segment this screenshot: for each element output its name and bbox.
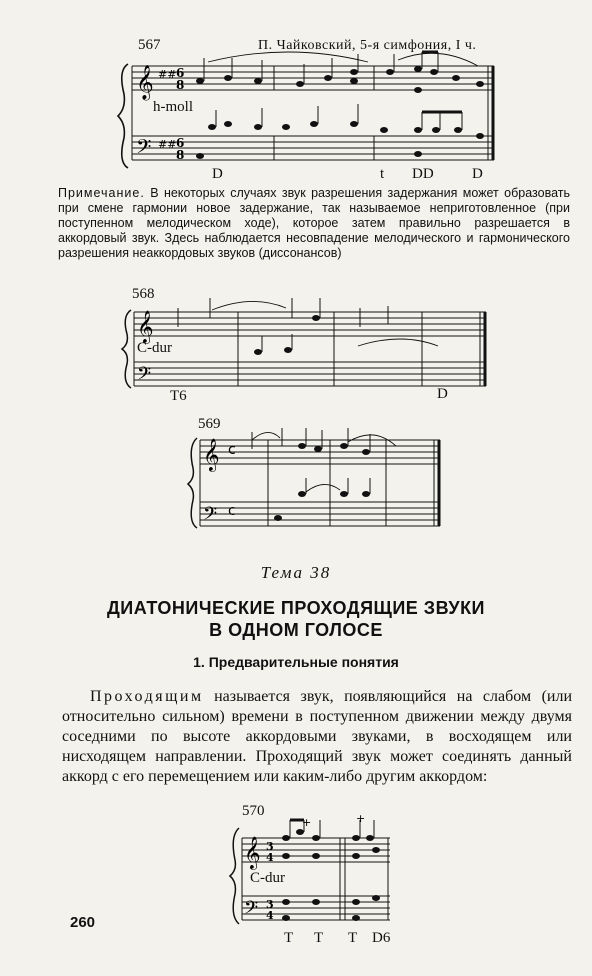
key-label-570: C-dur [250,870,285,886]
harmony-568-1: T6 [170,388,187,404]
score-example-569 [188,432,448,532]
body-text: называется звук, появляющийся на слабом (или относительно сильном) времени в поступенном движении между двумя соседними по высоте аккордовыми звуками, в восходящем или нисходящем направлении. Проходящий звук может соединять данный аккорд с его перемещением или каким-либо другим аккордом: [62,688,572,785]
theme-title: Тема 38 [260,563,332,582]
svg-text:c: c [228,442,236,458]
svg-text:𝄞: 𝄞 [136,65,154,100]
harmony-567-4: D [472,166,483,182]
example-number-567: 567 [138,37,161,53]
svg-text:𝄞: 𝄞 [137,310,154,343]
svg-text:𝄢: 𝄢 [136,135,152,163]
svg-text:4: 4 [266,909,274,922]
svg-text:c: c [228,503,236,519]
body-paragraph [62,687,572,787]
harmony-570-3: T [348,930,358,946]
svg-text:3: 3 [266,840,274,853]
svg-text:𝄢: 𝄢 [244,898,259,923]
svg-text:##: ## [158,138,177,151]
chapter-heading-line-1: ДИАТОНИЧЕСКИЕ ПРОХОДЯЩИЕ ЗВУКИ [106,598,485,618]
key-label-567: h-moll [153,99,193,115]
svg-text:##: ## [158,68,177,81]
harmony-567-3: DD [412,166,434,182]
example-number-570: 570 [242,803,265,819]
example-number-568: 568 [132,286,155,302]
score-example-568 [122,304,492,394]
svg-text:𝄢: 𝄢 [203,504,218,529]
svg-text:4: 4 [266,851,274,864]
svg-text:𝄞: 𝄞 [244,836,261,869]
body-lead-term: Проходящим [90,688,204,705]
harmony-568-2: D [437,386,448,402]
svg-text:3: 3 [266,898,274,911]
svg-text:𝄢: 𝄢 [137,364,152,389]
key-label-568: C-dur [137,340,172,356]
note-text: В некоторых случаях звук разрешения задержания может образовать при смене гармонии новое задержание, так называемое неприготовленное (при поступенном мелодическом ходе), которое затем правильно разрешается в аккордовый звук. Здесь наблюдается несовпадение мелодического и гармонического разрешения неаккордовых звуков (диссонансов) [58,186,570,260]
svg-text:+: + [356,812,366,825]
chapter-heading-line-2: В ОДНОМ ГОЛОСЕ [209,620,383,640]
svg-text:8: 8 [176,78,185,92]
harmony-570-4: D6 [372,930,391,946]
score-example-567 [118,56,498,176]
svg-text:8: 8 [176,148,185,162]
section-subheading: 1. Предварительные понятия [193,654,399,670]
harmony-567-2: t [380,166,385,182]
harmony-570-2: T [314,930,324,946]
svg-text:6: 6 [176,66,185,80]
harmony-567-1: D [212,166,223,182]
svg-text:+: + [302,816,312,829]
example-source: П. Чайковский, 5-я симфония, I ч. [258,38,477,53]
page-number: 260 [70,914,96,931]
svg-text:6: 6 [176,136,185,150]
svg-text:𝄞: 𝄞 [203,438,220,471]
note-paragraph [58,186,570,261]
example-number-569: 569 [198,416,221,432]
note-lead: Примечание. [58,186,145,200]
chapter-heading [0,597,592,641]
harmony-570-1: T [284,930,294,946]
